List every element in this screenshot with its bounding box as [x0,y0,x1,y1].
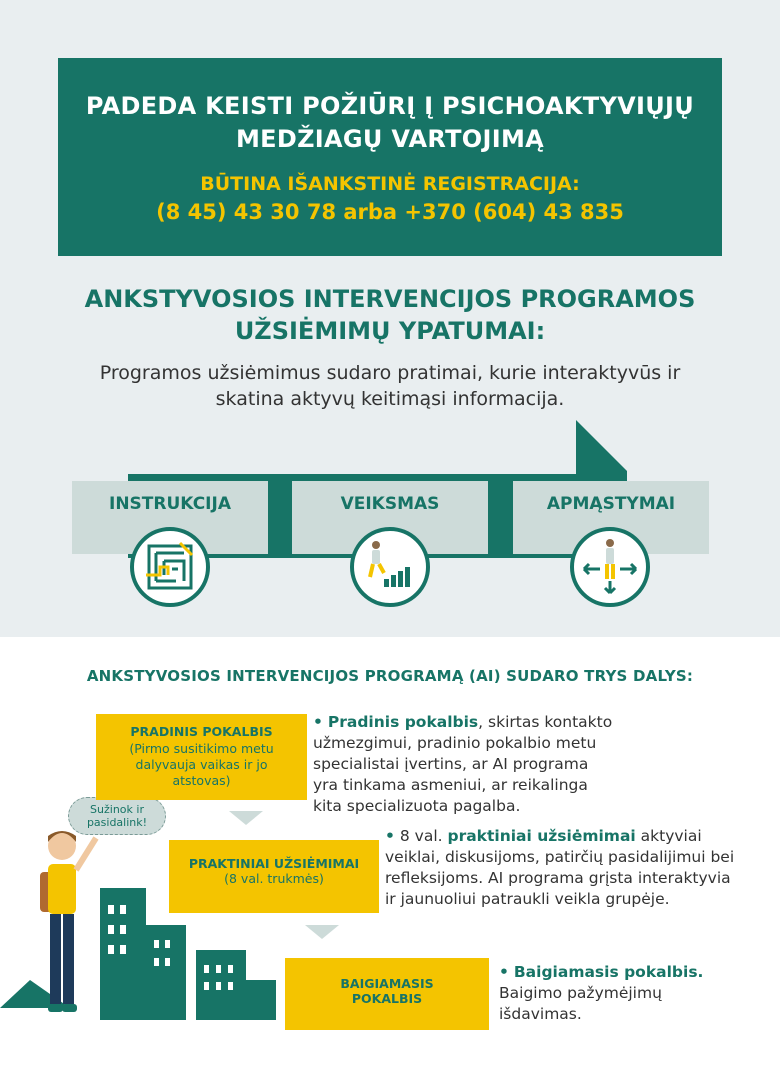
step-box-pradinis [96,714,307,800]
step-box-title-line1: BAIGIAMASIS [340,976,434,991]
features-title [0,283,780,347]
step-box-subtitle: (Pirmo susitikimo metu dalyvauja vaikas ir jo atstovas) [129,741,274,788]
registration-info [58,170,722,226]
step-box-baigiamasis [285,958,489,1030]
features-title-line1: ANKSTYVOSIOS INTERVENCIJOS PROGRAMOS [84,285,696,313]
share-bubble [68,797,166,835]
step-box-title-line2: POKALBIS [351,991,423,1006]
step-highlight: Pradinis pokalbis [327,713,479,731]
step-highlight: Baigiamasis pokalbis. [513,963,704,981]
header-banner [58,58,722,256]
parts-title: ANKSTYVOSIOS INTERVENCIJOS PROGRAMĄ (AI) SUDARO TRYS DALYS: [86,667,694,685]
banner-title-line1: PADEDA KEISTI POŽIŪRĮ Į PSICHOAKTYVIŲJŲ [85,92,695,120]
climbing-steps-icon [350,527,430,607]
step-highlight: praktiniai užsiėmimai [447,827,636,845]
arrow-down-icon [305,925,339,939]
stage-label-instrukcija: INSTRUKCIJA [109,494,231,514]
registration-phones: (8 45) 43 30 78 arba +370 (604) 43 835 [156,200,624,224]
step-box-praktiniai [169,840,379,913]
step-box-title: PRAKTINIAI UŽSIĖMIMAI [188,856,360,871]
arrow-down-icon [229,811,263,825]
step-text-baigiamasis: • Baigiamasis pokalbis. Baigimo pažymėjimų išdavimas. [499,963,704,1023]
bubble-line2: pasidalink! [86,816,148,829]
features-subtitle-line2: skatina aktyvų keitimąsi informacija. [215,388,565,410]
step-text-pradinis: • Pradinis pokalbis, skirtas kontakto užmezgimui, pradinio pokalbio metu specialistai įvertins, ar AI programa yra tinkama asmeniui, ar reikalinga kita specializuota pagalba. [313,713,613,815]
banner-title-line2: MEDŽIAGŲ VARTOJIMĄ [235,125,545,153]
step-box-title: PRADINIS POKALBIS [130,724,273,739]
step-description: , skirtas kontakto užmezgimui, pradinio pokalbio metu specialistai įvertins, ar AI programa yra tinkama asmeniui, ar reikalinga kita specializuota pagalba. [313,713,613,815]
features-subtitle-line1: Programos užsiėmimus sudaro pratimai, kurie interaktyvūs ir [99,362,681,384]
bubble-line1: Sužinok ir [90,803,144,816]
maze-icon [130,527,210,607]
thinking-person-arrows-icon [570,527,650,607]
step-box-subtitle: (8 val. trukmės) [224,871,324,886]
features-title-line2: UŽSIĖMIMŲ YPATUMAI: [234,317,546,345]
stage-label-veiksmas: VEIKSMAS [340,494,440,514]
stage-label-apmastymai: APMĄSTYMAI [546,494,676,514]
step-description: aktyviai veiklai, diskusijoms, patirčių pasidalijimui bei refleksijoms. AI programa grįsta interaktyvia ir jaunuoliui patraukli veikla grupėje. [385,827,735,908]
features-subtitle [40,360,740,412]
step-prefix: 8 val. [399,827,448,845]
step-text-praktiniai: • 8 val. praktiniai užsiėmimai aktyviai veiklai, diskusijoms, patirčių pasidalijimui bei refleksijoms. AI programa grįsta interaktyvia ir jaunuoliui patraukli veikla grupėje. [385,827,735,908]
banner-title [58,90,722,156]
registration-label: BŪTINA IŠANKSTINĖ REGISTRACIJA: [200,173,580,195]
step-description: Baigimo pažymėjimų išdavimas. [499,984,662,1023]
